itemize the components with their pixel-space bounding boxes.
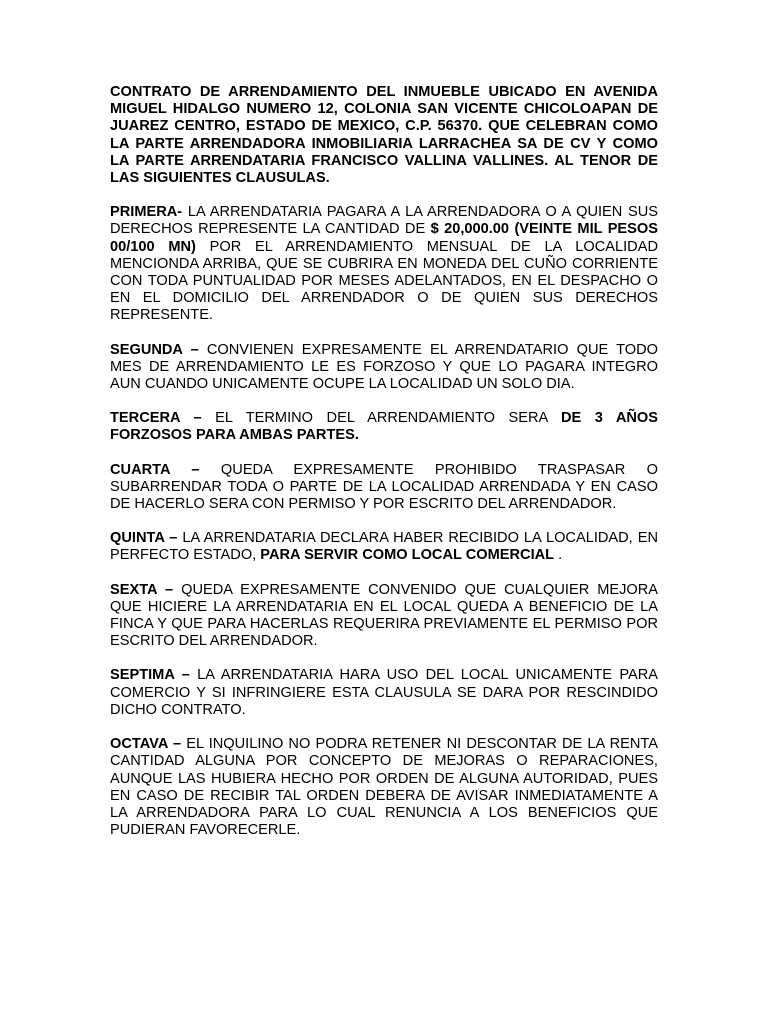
clause-bold-text: DE 3 AÑOS FORZOSOS PARA AMBAS PARTES. [110, 410, 658, 444]
clause-label: SEXTA – [110, 581, 174, 598]
clause-text: LA ARRENDATARIA HARA USO DEL LOCAL UNICAMENTE PARA COMERCIO Y SI INFRINGIERE ESTA CLAUSULA SE DARA POR RESCINDIDO DICHO CONTRATO. [110, 667, 658, 718]
clause-septima [110, 667, 658, 719]
document-body [110, 84, 658, 856]
clause-quinta [110, 530, 658, 564]
clause-cuarta [110, 462, 658, 514]
clause-text: QUEDA EXPRESAMENTE CONVENIDO QUE CUALQUIER MEJORA QUE HICIERE LA ARRENDATARIA EN EL LOCAL QUEDA A BENEFICIO DE LA FINCA Y QUE PARA HACERLAS REQUERIRA PREVIAMENTE EL PERMISO POR ESCRITO DEL ARRENDADOR. [110, 581, 659, 650]
clause-text: . [554, 547, 563, 564]
clause-text: EL INQUILINO NO PODRA RETENER NI DESCONTAR DE LA RENTA CANTIDAD ALGUNA POR CONCEPTO DE MEJORAS O REPARACIONES, AUNQUE LAS HUBIERA HECHO POR ORDEN DE ALGUNA AUTORIDAD, PUES EN CASO DE RECIBIR TAL ORDEN DEBERA DE AVISAR INMEDIATAMENTE A LA ARRENDADORA PARA LO CUAL RENUNCIA A LOS BENEFICIOS QUE PUDIERAN FAVORECERLE. [110, 736, 658, 839]
clause-octava [110, 736, 658, 839]
clause-segunda [110, 342, 658, 394]
clause-text: LA ARRENDATARIA PAGARA A LA ARRENDADORA O A QUIEN SUS DERECHOS REPRESENTE LA CANTIDAD DE [110, 204, 658, 238]
clause-label: TERCERA – [110, 410, 202, 427]
clause-tercera [110, 410, 658, 444]
clause-label: OCTAVA – [110, 736, 182, 753]
clause-bold-text: PARA SERVIR COMO LOCAL COMERCIAL [260, 547, 555, 564]
clause-label: SEGUNDA – [110, 341, 199, 358]
clause-primera [110, 204, 658, 324]
clause-label: PRIMERA- [110, 204, 183, 221]
clause-label: QUINTA – [110, 530, 178, 547]
clause-label: SEPTIMA – [110, 667, 190, 684]
clause-text: QUEDA EXPRESAMENTE PROHIBIDO TRASPASAR O SUBARRENDAR TODA O PARTE DE LA LOCALIDAD ARRENDADA Y EN CASO DE HACERLO SERA CON PERMISO Y POR ESCRITO DEL ARRENDADOR. [110, 461, 658, 513]
clause-bold-text: $ 20,000.00 (VEINTE MIL PESOS 00/100 MN) [110, 221, 658, 255]
contract-title: CONTRATO DE ARRENDAMIENTO DEL INMUEBLE UBICADO EN AVENIDA MIGUEL HIDALGO NUMERO 12, COLONIA SAN VICENTE CHICOLOAPAN DE JUAREZ CENTRO, ESTADO DE MEXICO, C.P. 56370. QUE CELEBRAN COMO LA PARTE ARRENDADORA INMOBILIARIA LARRACHEA SA DE CV Y COMO LA PARTE ARRENDATARIA FRANCISCO VALLINA VALLINES. AL TENOR DE LAS SIGUIENTES CLAUSULAS. [110, 84, 658, 187]
clause-text: CONVIENEN EXPRESAMENTE EL ARRENDATARIO QUE TODO MES DE ARRENDAMIENTO LE ES FORZOSO Y QUE LO PAGARA INTEGRO AUN CUANDO UNICAMENTE OCUPE LA LOCALIDAD UN SOLO DIA. [110, 341, 659, 393]
clause-text: POR EL ARRENDAMIENTO MENSUAL DE LA LOCALIDAD MENCIONDA ARRIBA, QUE SE CUBRIRA EN MONEDA DEL CUÑO CORRIENTE CON TODA PUNTUALIDAD POR MESES ADELANTADOS, EN EL DESPACHO O EN EL DOMICILIO DEL ARRENDADOR O DE QUIEN SUS DERECHOS REPRESENTE. [110, 238, 658, 324]
clause-text: EL TERMINO DEL ARRENDAMIENTO SERA [201, 410, 561, 427]
clause-label: CUARTA – [110, 461, 200, 478]
clause-sexta [110, 582, 658, 651]
clause-text: LA ARRENDATARIA DECLARA HABER RECIBIDO LA LOCALIDAD, EN PERFECTO ESTADO, [110, 530, 658, 564]
